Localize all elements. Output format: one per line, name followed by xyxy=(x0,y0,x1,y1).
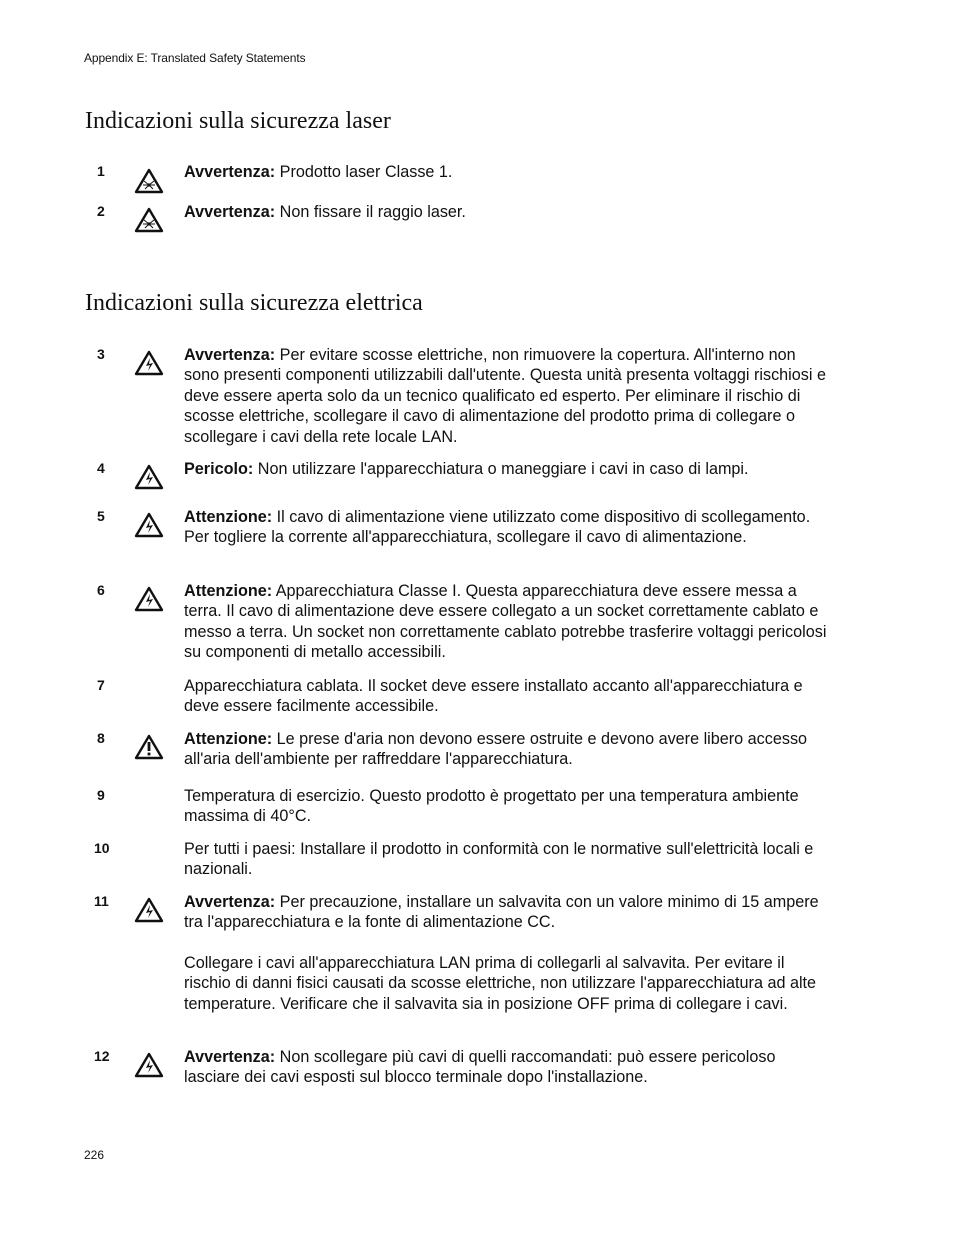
statement-text: Attenzione: Le prese d'aria non devono essere ostruite e devono avere libero accesso all'aria dell'ambiente per raffreddare l'apparecchiatura. xyxy=(184,730,808,769)
page-number: 226 xyxy=(84,1148,105,1162)
electrical-hazard-icon xyxy=(134,586,164,614)
statement-number: 3 xyxy=(97,346,105,362)
section-title-laser: Indicazioni sulla sicurezza laser xyxy=(85,108,391,134)
statement-number: 6 xyxy=(97,582,105,598)
electrical-hazard-icon xyxy=(134,512,164,540)
statement-text: Avvertenza: Non fissare il raggio laser. xyxy=(184,203,466,221)
statement-number: 11 xyxy=(94,893,109,909)
statement-number: 12 xyxy=(94,1048,110,1064)
statement-text: Temperatura di esercizio. Questo prodotto è progettato per una temperatura ambiente massima di 40°C. xyxy=(184,787,799,826)
statement-label: Avvertenza: xyxy=(184,893,276,911)
statement-text: Avvertenza: Non scollegare più cavi di quelli raccomandati: può essere pericoloso lasciare dei cavi esposti sul blocco terminale dopo l'installazione. xyxy=(184,1048,776,1087)
statement-number: 9 xyxy=(97,787,105,803)
statement-text: Attenzione: Apparecchiatura Classe I. Questa apparecchiatura deve essere messa a terra. Il cavo di alimentazione deve essere collegato a un socket correttamente cablato e messo a terra. Un socket non correttamente cablato potrebbe trasferire voltaggi pericolosi su componenti di metallo accessibili. xyxy=(184,582,827,662)
statement-number: 5 xyxy=(97,508,105,524)
electrical-hazard-icon xyxy=(134,464,164,492)
statement-text-continued: Collegare i cavi all'apparecchiatura LAN prima di collegarli al salvavita. Per evitare il rischio di danni fisici causati da scosse elettriche, non utilizzare l'apparecchiatura ad alte temperature. Verificare che il salvavita sia in posizione OFF prima di collegare i cavi. xyxy=(184,953,817,1013)
caution-icon xyxy=(134,734,164,762)
statement-label: Avvertenza: xyxy=(184,346,276,364)
statement-text: Apparecchiatura cablata. Il socket deve essere installato accanto all'apparecchiatura e deve essere facilmente accessibile. xyxy=(184,677,803,716)
electrical-hazard-icon xyxy=(134,350,164,378)
statement-label: Avvertenza: xyxy=(184,163,276,181)
statement-text: Pericolo: Non utilizzare l'apparecchiatura o maneggiare i cavi in caso di lampi. xyxy=(184,460,749,478)
laser-warning-icon xyxy=(134,168,164,196)
statement-label: Attenzione: xyxy=(184,730,273,748)
electrical-hazard-icon xyxy=(134,1052,164,1080)
statement-number: 10 xyxy=(94,840,110,856)
electrical-hazard-icon xyxy=(134,897,164,925)
statement-text: Avvertenza: Per evitare scosse elettriche, non rimuovere la copertura. All'interno non sono presenti componenti utilizzabili dall'utente. Questa unità presenta voltaggi rischiosi e deve essere aperta solo da un tecnico qualificato ed esperto. Per eliminare il rischio di scosse elettriche, scollegare il cavo di alimentazione del prodotto prima di collegare o scollegare i cavi della rete locale LAN. xyxy=(184,346,826,446)
statement-number: 4 xyxy=(97,460,105,476)
statement-number: 1 xyxy=(97,163,105,179)
running-header: Appendix E: Translated Safety Statements xyxy=(84,51,306,65)
laser-warning-icon xyxy=(134,207,164,235)
statement-text: Attenzione: Il cavo di alimentazione viene utilizzato come dispositivo di scollegamento. Per togliere la corrente all'apparecchiatura, scollegare il cavo di alimentazione. xyxy=(184,508,811,547)
section-title-electrical: Indicazioni sulla sicurezza elettrica xyxy=(85,290,423,316)
statement-text: Per tutti i paesi: Installare il prodotto in conformità con le normative sull'elettricità locali e nazionali. xyxy=(184,840,814,879)
statement-text: Avvertenza: Prodotto laser Classe 1. xyxy=(184,163,453,181)
statement-label: Pericolo: xyxy=(184,460,254,478)
statement-number: 7 xyxy=(97,677,105,693)
statement-label: Attenzione: xyxy=(184,508,273,526)
statement-label: Attenzione: xyxy=(184,582,273,600)
statement-label: Avvertenza: xyxy=(184,1048,276,1066)
statement-number: 8 xyxy=(97,730,105,746)
statement-label: Avvertenza: xyxy=(184,203,276,221)
statement-text: Avvertenza: Per precauzione, installare un salvavita con un valore minimo di 15 ampere tra l'apparecchiatura e la fonte di alimentazione CC. Collegare i cavi all'apparecchiatura LAN prima di collegarli al salvavita. Per evitare il rischio di danni fisici causati da scosse elettriche, non utilizzare l'apparecchiatura ad alte temperature. Verificare che il salvavita sia in posizione OFF prima di collegare i cavi. xyxy=(184,892,829,1014)
statement-number: 2 xyxy=(97,203,105,219)
